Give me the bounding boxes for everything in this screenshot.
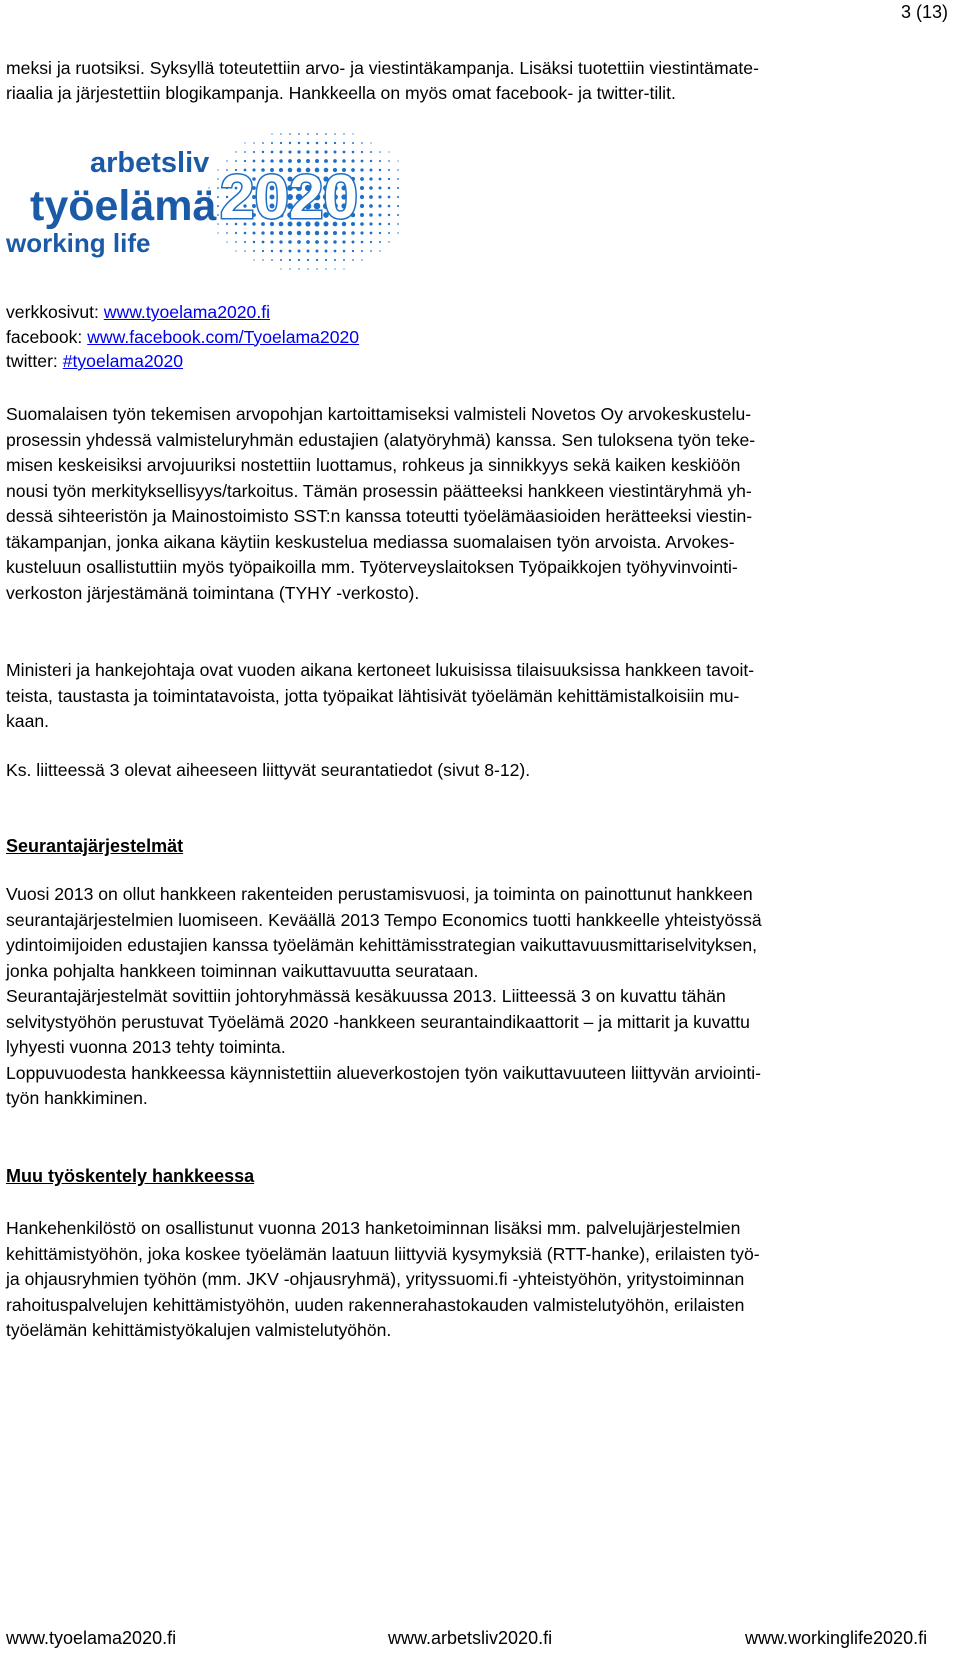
logo-dot [379,178,382,181]
logo-dot [253,151,255,153]
logo-text-year: 2020 [220,163,358,232]
logo-dot [297,150,300,153]
logo-dot [279,240,282,243]
paragraph-minister [6,658,956,735]
logo-dot [352,241,355,244]
logo-dot [360,177,364,181]
logo-dot [361,151,363,153]
logo-dot [289,259,291,261]
logo-text-arbetsliv: arbetsliv [90,147,210,179]
logo-dot [379,214,382,217]
logo-dot [288,240,292,244]
logo-dot [262,151,264,153]
logo-dot [307,142,310,145]
logo-dot [370,160,372,162]
logo-dot [316,268,318,270]
logo-dot [244,232,247,235]
logo-dot [217,205,219,207]
logo-dot [370,241,372,243]
logo-dot [370,250,372,252]
logo-dot [397,223,399,225]
logo-dot [253,241,255,243]
logo-dot [388,151,389,152]
logo-dot [343,250,346,253]
logo-dot [217,196,219,198]
logo-text-tyoelama: työelämä [30,182,217,230]
paragraph-line: ja ohjausryhmien työhön (mm. JKV -ohjausryhmä), yrityssuomi.fi -yhteistyöhön, yritystoiminnan [6,1269,745,1289]
paragraph-line: seurantajärjestelmien luomiseen. Keväällä 2013 Tempo Economics tuotti hankkeelle yhteistyössä [6,909,762,930]
logo-dot [325,133,327,135]
logo-dot [306,240,310,244]
facebook-link[interactable]: www.facebook.com/Tyoelama2020 [87,326,360,347]
logo-dot [217,223,219,225]
logo-dot [235,160,237,162]
paragraph-line: teista, taustasta ja toimintatavoista, jotta työpaikat lähtisivät työelämän kehittämistalkoisiin mu- [6,685,740,706]
logo-dot [325,250,328,253]
logo-dot [226,232,228,234]
logo-dot [235,241,237,243]
logo-dot [334,268,335,269]
logo-dot [388,205,391,208]
logo-text-working-life: working life [6,228,151,258]
paragraph-line: työn hankkiminen. [6,1088,148,1108]
logo-dot [253,142,255,144]
logo-dot [360,168,363,171]
logo-dot [378,204,381,207]
logo-dot [343,142,345,144]
logo-dot [289,250,292,253]
paragraph-line: nousi työn merkityksellisyys/tarkoitus. Tämän prosessin päätteeksi hankkeen viestintäryhmä yh- [6,480,752,501]
website-label: verkkosivut: [6,302,104,322]
logo-dot [217,214,219,216]
logo-dot [360,204,364,208]
paragraph-line: Hankehenkilöstö on osallistunut vuonna 2013 hanketoiminnan lisäksi mm. palvelujärjestelmien [6,1218,741,1238]
logo-dot [244,250,246,252]
paragraph-line: työelämän kehittämistyökalujen valmistelutyöhön. [6,1320,392,1340]
paragraph-line: Loppuvuodesta hankkeessa käynnistettiin alueverkostojen työn vaikuttavuuteen liittyvän arviointi- [6,1062,762,1083]
logo-dot [369,186,373,190]
logo-dot [262,241,265,244]
logo-dot [315,240,319,244]
logo-dot [379,151,381,153]
logo-dot [369,177,372,180]
logo-dot [388,214,390,216]
logo-dot [217,187,219,189]
logo-dot [379,241,381,243]
logo-dot [262,259,264,261]
logo-dot [325,268,326,269]
section-seurantajarjestelmat [6,882,956,1112]
footer-link-tyoelama[interactable]: www.tyoelama2020.fi [6,1628,177,1648]
logo-dot [253,250,255,252]
paragraph-line: rahoituspalvelujen kehittämistyöhön, uuden rakennerahastokauden valmistelutyöhön, erilaisten [6,1294,745,1315]
logo-dot [334,151,337,154]
paragraph-line: Suomalaisen työn tekemisen arvopohjan kartoittamiseksi valmisteli Novetos Oy arvokeskustelu- [6,404,752,424]
logo-dot [397,196,399,198]
paragraph-line: jonka pohjalta hankkeen toiminnan vaikuttavuutta seurataan. [6,960,479,981]
logo-dot [379,223,382,226]
logo-dot [352,142,354,144]
logo-dot [342,240,345,243]
logo-dot [361,259,362,260]
page-number: 3 (13) [900,2,948,22]
logo-dot [298,268,299,269]
paragraph-line: Ks. liitteessä 3 olevat aiheeseen liittyvät seurantatiedot (sivut 8-12). [6,760,531,780]
paragraph-values [6,402,956,606]
logo-dot [352,259,354,261]
website-link[interactable]: www.tyoelama2020.fi [103,302,271,322]
paragraph-line: lyhyesti vuonna 2013 tehty toiminta. [6,1037,286,1057]
intro-text [6,56,956,105]
logo-dot [379,169,381,171]
logo-dot [397,169,399,171]
paragraph-line: verkoston järjestämänä toimintana (TYHY -verkosto). [6,582,420,603]
logo-dot [369,222,372,225]
logo-dot [280,259,282,261]
logo-dot [235,250,236,251]
logo-dot [343,268,344,269]
heading-seurantajarjestelmat: Seurantajärjestelmät [6,836,184,856]
logo-dot [235,232,237,234]
footer-link-arbetsliv[interactable]: www.arbetsliv2020.fi [388,1628,553,1648]
heading-muu-tyoskentely: Muu työskentely hankkeessa [6,1166,255,1186]
logo-dot [378,195,381,198]
logo-dot [235,151,236,152]
logo-dot [334,142,336,144]
logo-dot [253,259,254,260]
logo-dot [289,142,291,144]
logo-dot [369,213,372,216]
paragraph-line: prosessin yhdessä valmisteluryhmän edustajien (alatyöryhmä) kanssa. Sen tuloksena työn teke- [6,429,756,450]
logo-dot [379,160,381,162]
logo-dot [388,196,391,199]
logo-dot [289,268,290,269]
footer-link-workinglife[interactable]: www.workinglife2020.fi [745,1628,928,1648]
intro-line: riaalia ja järjestettiin blogikampanja. Hankkeella on myös omat facebook- ja twitter-tilit. [6,82,676,103]
tyoelama-2020-logo [6,128,400,282]
logo-dot [288,150,291,153]
logo-dot [217,169,218,170]
logo-dot [397,205,399,207]
logo-dot [271,142,273,144]
paragraph-line: ydintoimijoiden edustajien kanssa työelämän kehittämisstrategian vaikuttavuusmittariselvityksen, [6,935,758,955]
logo-dot [298,259,300,261]
logo-dot [370,151,372,153]
logo-dot [352,250,354,252]
logo-dot [397,232,398,233]
paragraph-line: täkampanjan, jonka aikana käytiin keskustelua mediassa suomalaisen työn arvoista. Arvokes- [6,531,735,552]
logo-dot [244,142,245,143]
links-list [6,300,359,374]
logo-dot [369,195,373,199]
logo-dot [298,133,300,135]
logo-dot [226,160,227,161]
paragraph-line: kusteluun osallistuttiin myös työpaikoilla mm. Työterveyslaitoksen Työpaikkojen työhyvinvointi- [6,557,738,577]
logo-dot [316,259,318,261]
logo-dot [280,250,283,253]
logo-dot [352,151,355,154]
logo-dot [307,268,309,270]
logo-dot [217,232,218,233]
logo-dot [316,250,319,253]
logo-dot [334,133,336,135]
logo-dot [262,250,264,252]
logo-dot [388,160,390,162]
logo-dot [361,142,363,144]
paragraph-reference [6,758,956,784]
paragraph-line: kaan. [6,711,50,731]
logo-dot [388,232,390,234]
logo-dot [369,204,373,208]
intro-line: meksi ja ruotsiksi. Syksyllä toteutettiin arvo- ja viestintäkampanja. Lisäksi tuotettiin viestintämate- [6,58,759,78]
paragraph-line: misen keskeisiksi arvojuuriksi nostettiin luottamus, rohkeus ja sinnikkyys sekä kaiken keskiöön [6,455,741,475]
website-row [6,300,359,325]
logo-dot [370,142,371,143]
logo-dot [324,240,328,244]
logo-dot [244,160,246,162]
logo-dot [226,241,227,242]
logo-dot [262,142,264,144]
logo-dot [307,250,310,253]
paragraph-line: Seurantajärjestelmät sovittiin johtoryhmässä kesäkuussa 2013. Liitteessä 3 on kuvattu tähän [6,986,726,1006]
logo-dot [397,160,398,161]
logo-dot [298,142,300,144]
logo-dot [388,187,391,190]
logo-graphic [6,128,400,282]
logo-dot [333,240,336,243]
logo-dot [378,186,381,189]
logo-dot [343,133,344,134]
facebook-label: facebook: [6,326,88,347]
logo-dot [379,232,381,234]
logo-dot [315,150,318,153]
logo-dot [343,259,345,261]
logo-dot [289,133,291,135]
logo-dot [325,259,327,261]
logo-dot [324,150,327,153]
logo-dot [306,150,309,153]
logo-dot [307,259,309,261]
logo-dot [280,268,281,269]
logo-dot [360,186,364,190]
logo-dot [352,133,353,134]
logo-dot [270,240,273,243]
logo-dot [217,178,219,180]
logo-dot [370,232,373,235]
logo-dot [388,241,389,242]
twitter-row [6,349,359,374]
logo-dot [334,259,336,261]
paragraph-line: kehittämistyöhön, joka koskee työelämän laatuun liittyviä kysymyksiä (RTT-hanke), erilaisten työ- [6,1243,760,1264]
logo-dot [307,133,309,135]
logo-dot [244,151,246,153]
logo-dot [244,241,246,243]
logo-dot [271,151,274,154]
twitter-label: twitter: [6,351,63,371]
logo-dot [361,160,364,163]
logo-dot [316,142,319,145]
paragraph-line: dessä sihteeristön ja Mainostoimisto SST:n kanssa toteutti työelämäasioiden herätteeksi viestin- [6,506,753,526]
logo-dot [271,259,273,261]
logo-dot [361,241,364,244]
logo-dot [360,195,364,199]
logo-dot [388,169,390,171]
facebook-row [6,325,359,350]
logo-dot [325,142,327,144]
logo-dot [271,250,273,252]
paragraph-line: selvitystyöhön perustuvat Työelämä 2020 -hankkeen seurantaindikaattorit – ja mittarit ja kuvattu [6,1011,750,1032]
logo-dot [334,250,337,253]
logo-dot [397,178,399,180]
logo-dot [298,250,301,253]
logo-dot [343,151,346,154]
logo-dot [316,133,318,135]
logo-dot [280,133,282,135]
logo-dot [379,250,380,251]
logo-dot [271,133,272,134]
logo-dot [388,178,390,180]
paragraph-line: Ministeri ja hankejohtaja ovat vuoden aikana kertoneet lukuisissa tilaisuuksissa hankkeen tavoit- [6,660,755,680]
logo-dot [253,160,256,163]
logo-dot [397,214,399,216]
logo-dot [360,231,363,234]
twitter-link[interactable]: #tyoelama2020 [62,351,184,371]
logo-dot [370,169,373,172]
logo-dot [388,223,390,225]
paragraph-line: Vuosi 2013 on ollut hankkeen rakenteiden perustamisvuosi, ja toiminta on painottunut hankkeen [6,884,753,904]
logo-dot [361,250,363,252]
logo-dot [360,222,364,226]
logo-dot [397,187,399,189]
logo-dot [360,213,364,217]
logo-dot [297,240,301,244]
logo-dot [280,151,283,154]
section-muu-tyoskentely [6,1216,956,1344]
logo-dot [280,142,282,144]
